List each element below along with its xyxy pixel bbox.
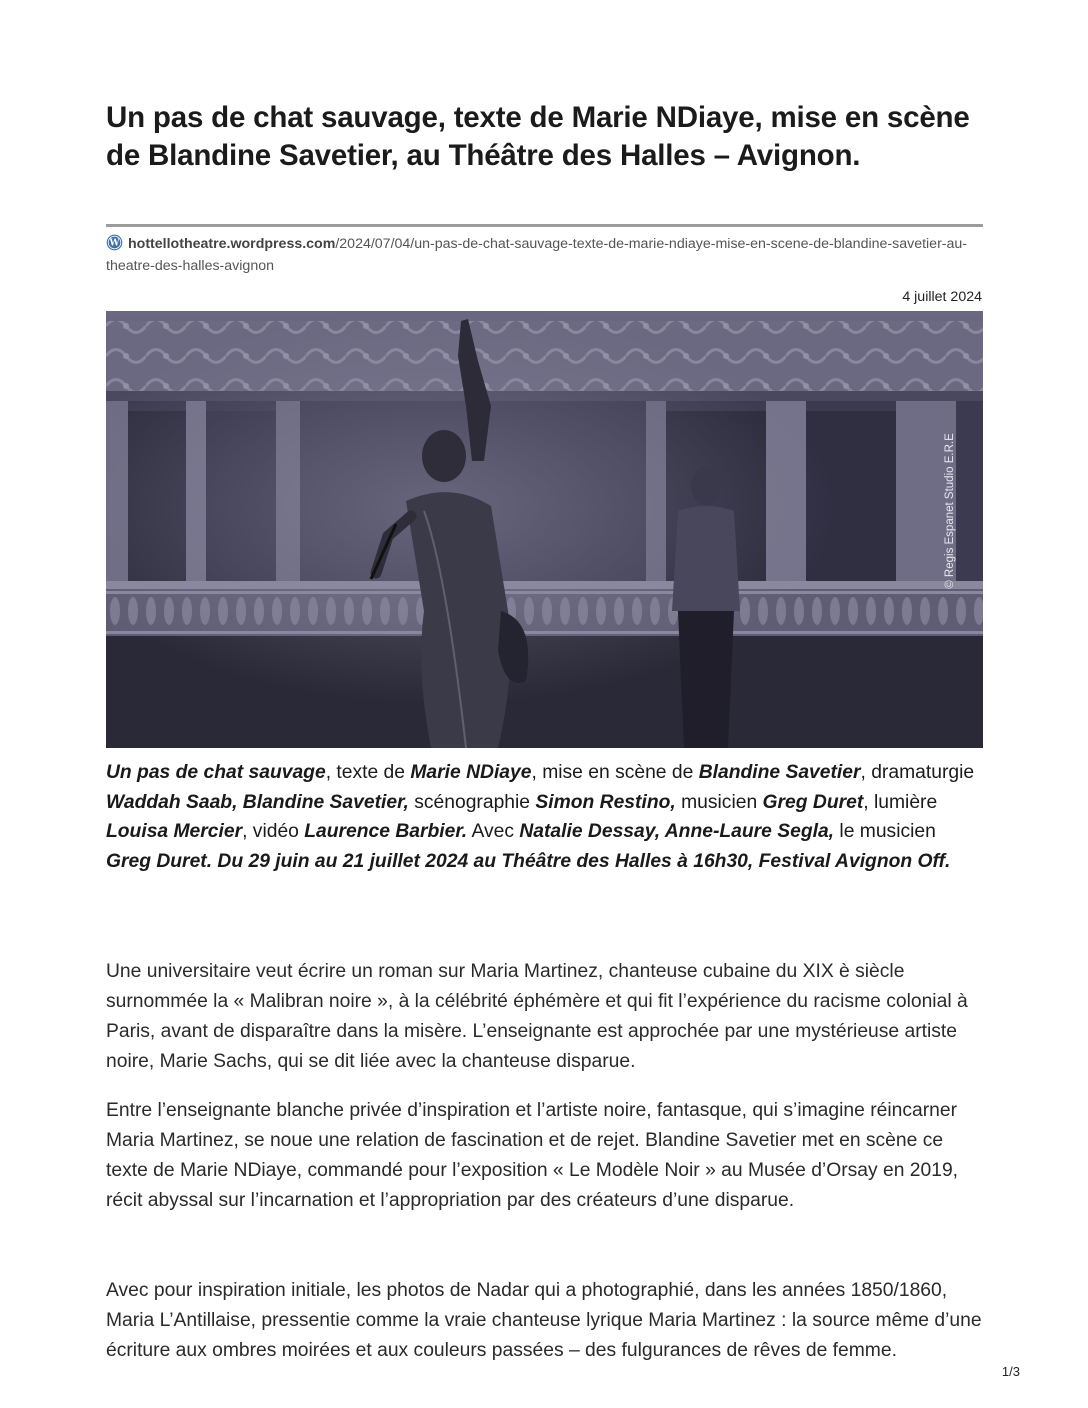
svg-text:W: W	[109, 238, 120, 249]
body-paragraph-3: Avec pour inspiration initiale, les photos de Nadar qui a photographié, dans les années 1850/1860, Maria L’Antillaise, pressentie comme la vraie chanteuse lyrique Maria Martinez : la source même d’une écriture aux ombres moirées et aux couleurs passées – des fulgurances de rêves de femme.	[106, 1280, 982, 1361]
title-divider	[106, 224, 983, 227]
credit-text: Avec	[467, 821, 520, 842]
credit-text: , lumière	[863, 791, 938, 813]
credit-title: Un pas de chat sauvage	[106, 762, 326, 783]
credit-text: , vidéo	[242, 821, 305, 842]
credit-musician: Greg Duret	[762, 791, 864, 813]
credit-text: scénographie	[408, 791, 536, 813]
source-url[interactable]	[106, 233, 986, 277]
source-domain[interactable]: hottellotheatre.wordpress.com	[128, 236, 336, 252]
credit-lighting: Louisa Mercier	[106, 821, 243, 842]
credit-text: , dramaturgie	[860, 762, 975, 783]
credit-dates: Greg Duret. Du 29 juin au 21 juillet 2024 au Théâtre des Halles à 16h30, Festival Avignon Off.	[106, 850, 951, 872]
stage-photo	[106, 311, 983, 748]
credit-video: Laurence Barbier.	[304, 821, 468, 842]
credit-text: musicien	[675, 791, 763, 813]
credit-director: Blandine Savetier	[698, 762, 861, 783]
publish-date: 4 juillet 2024	[902, 289, 982, 305]
body-paragraph-2: Entre l’enseignante blanche privée d’inspiration et l’artiste noire, fantasque, qui s’imagine réincarner Maria Martinez, se noue une relation de fascination et de rejet. Blandine Savetier met en scène ce texte de Marie NDiaye, commandé pour l’exposition « Le Modèle Noir » au Musée d’Orsay en 2019, récit abyssal sur l’incarnation et l’appropriation par des créateurs d’une disparue.	[106, 1100, 959, 1211]
body-paragraph-1: Une universitaire veut écrire un roman sur Maria Martinez, chanteuse cubaine du XIX è siècle surnommée la « Malibran noire », à la célébrité éphémère et qui fit l’expérience du racisme colonial à Paris, avant de disparaître dans la misère. L’enseignante est approchée par une mystérieuse artiste noire, Marie Sachs, qui se dit liée avec la chanteuse disparue.	[106, 961, 968, 1072]
wordpress-icon	[106, 234, 123, 251]
source-path[interactable]: /2024/07/04/un-pas-de-chat-sauvage-texte-de-marie-ndiaye-mise-en-scene-de-blandine-savetier-au-theatre-des-halles-avignon	[106, 236, 968, 274]
production-credits	[106, 758, 986, 876]
credit-author: Marie NDiaye	[410, 762, 532, 783]
page-number: 1/3	[1001, 1364, 1020, 1379]
article-title: Un pas de chat sauvage, texte de Marie NDiaye, mise en scène de Blandine Savetier, au Théâtre des Halles – Avignon.	[106, 101, 970, 172]
credit-text: , texte de	[325, 762, 411, 783]
credit-scenography: Simon Restino,	[535, 791, 676, 813]
credit-dramaturgy: Waddah Saab, Blandine Savetier,	[106, 791, 409, 813]
credit-text: , mise en scène de	[531, 762, 699, 783]
credit-cast: Natalie Dessay, Anne-Laure Segla,	[519, 821, 835, 842]
photo-credit: © Regis Espanet Studio E.R.E	[944, 433, 956, 589]
credit-text: le musicien	[834, 821, 936, 842]
